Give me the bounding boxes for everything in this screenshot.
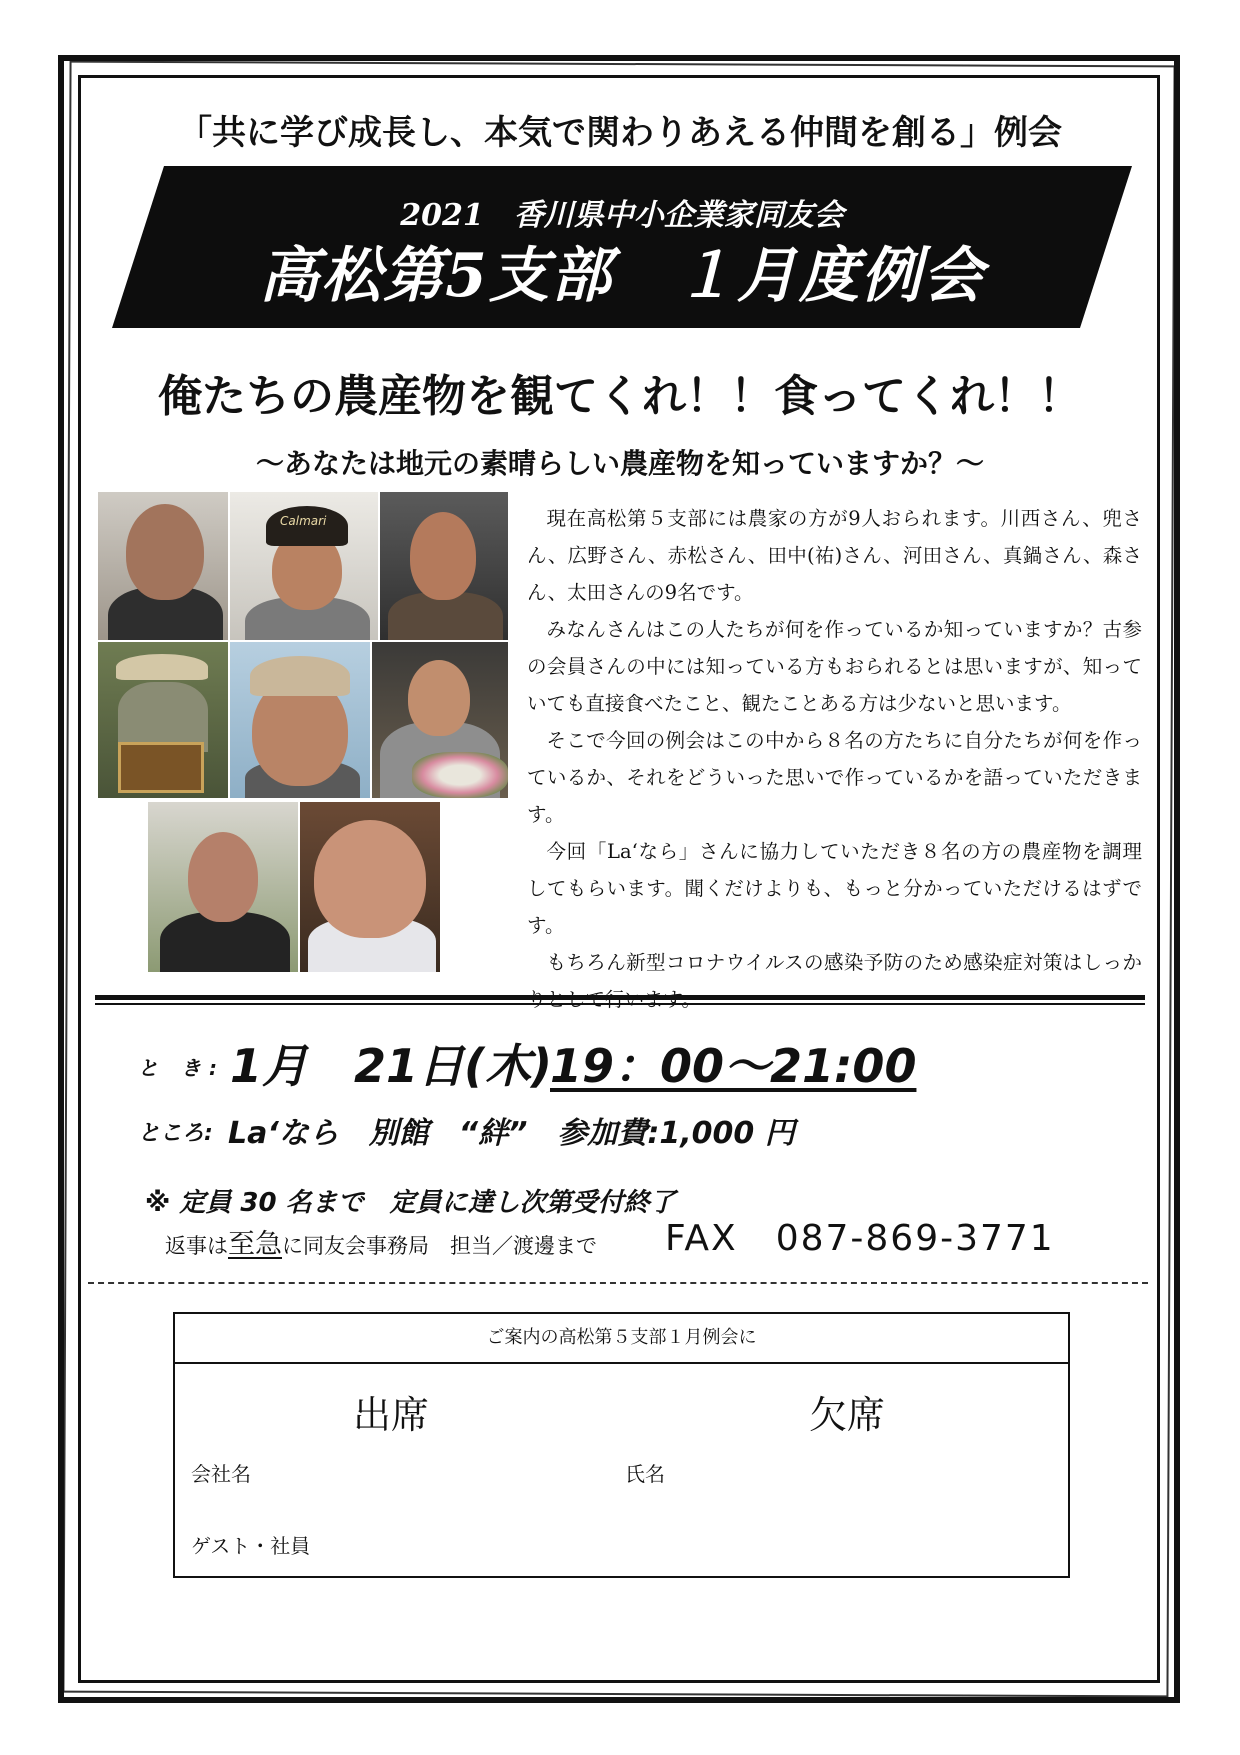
fax-number: FAX 087-869-3771 — [665, 1218, 1055, 1259]
reply-urgent: 至急 — [228, 1229, 282, 1260]
where-label: ところ: — [138, 1121, 213, 1146]
section-divider-thin — [95, 1003, 1145, 1005]
farmer-photo-8 — [300, 802, 440, 972]
farmer-photo-6 — [372, 642, 508, 798]
farmer-photo-5 — [230, 642, 370, 798]
farmer-photo-3 — [380, 492, 508, 640]
farmer-photo-2 — [230, 492, 378, 640]
banner-subtitle: 2021 香川県中小企業家同友会 — [400, 198, 844, 233]
headline: 俺たちの農産物を観てくれ！！食ってくれ！！ — [158, 371, 1082, 422]
company-name-field[interactable]: 会社名 — [191, 1462, 251, 1486]
reply-prefix: 返事は — [165, 1234, 228, 1258]
cut-line — [88, 1282, 1148, 1284]
cap-logo-text: Calmari — [280, 514, 327, 528]
event-venue-fee: La‘なら 別館 “絆” 参加費:1,000 円 — [228, 1116, 795, 1151]
intro-paragraph: 今回「La‘なら」さんに協力していただき８名の方の農産物を調理してもらいます。聞くだけよりも、もっと分かっていただけるはずです。 — [527, 840, 1142, 937]
farmer-photo-4 — [98, 642, 228, 798]
guest-staff-field[interactable]: ゲスト・社員 — [191, 1534, 311, 1558]
intro-text — [527, 500, 1142, 1018]
section-divider — [95, 995, 1145, 1000]
when-label: と き: — [138, 1056, 225, 1080]
event-date: 1月 21日(木) — [230, 1039, 553, 1093]
farmer-photo-7 — [148, 802, 298, 972]
intro-paragraph: みなんさんはこの人たちが何を作っているか知っていますか？古参の会員さんの中には知っている方もおられるとは思いますが、知っていても直接食べたこと、観たことある方は少ないと思います。 — [527, 618, 1142, 715]
attend-option[interactable]: 出席 — [353, 1393, 430, 1437]
intro-paragraph: 現在高松第５支部には農家の方が9人おられます。川西さん、兜さん、広野さん、赤松さん、田中(祐)さん、河田さん、真鍋さん、森さん、太田さんの9名です。 — [527, 507, 1142, 604]
intro-paragraph: もちろん新型コロナウイルスの感染予防のため感染症対策はしっか — [546, 951, 1142, 974]
reply-suffix: に同友会事務局 担当／渡邊まで — [282, 1234, 597, 1258]
banner-title: 高松第5支部 １月度例会 — [259, 241, 985, 311]
reply-instructions — [165, 1222, 597, 1261]
absent-option[interactable]: 欠席 — [809, 1393, 886, 1437]
capacity-notice: ※ 定員 30 名まで 定員に達し次第受付終了 — [145, 1188, 676, 1218]
subheadline: ～あなたは地元の素晴らしい農産物を知っていますか？～ — [255, 447, 984, 480]
meeting-theme: 「共に学び成長し、本気で関わりあえる仲間を創る」例会 — [178, 113, 1062, 153]
person-name-field[interactable]: 氏名 — [625, 1462, 665, 1486]
farmer-photo-1 — [98, 492, 228, 640]
rsvp-form — [173, 1312, 1070, 1578]
intro-paragraph: そこで今回の例会はこの中から８名の方たちに自分たちが何を作っているか、それをどういった思いで作っているかを語っていただきます。 — [527, 729, 1142, 826]
title-banner — [112, 166, 1132, 328]
form-header: ご案内の高松第５支部１月例会に — [175, 1314, 1068, 1364]
event-time: 19：00～21:00 — [550, 1039, 917, 1093]
